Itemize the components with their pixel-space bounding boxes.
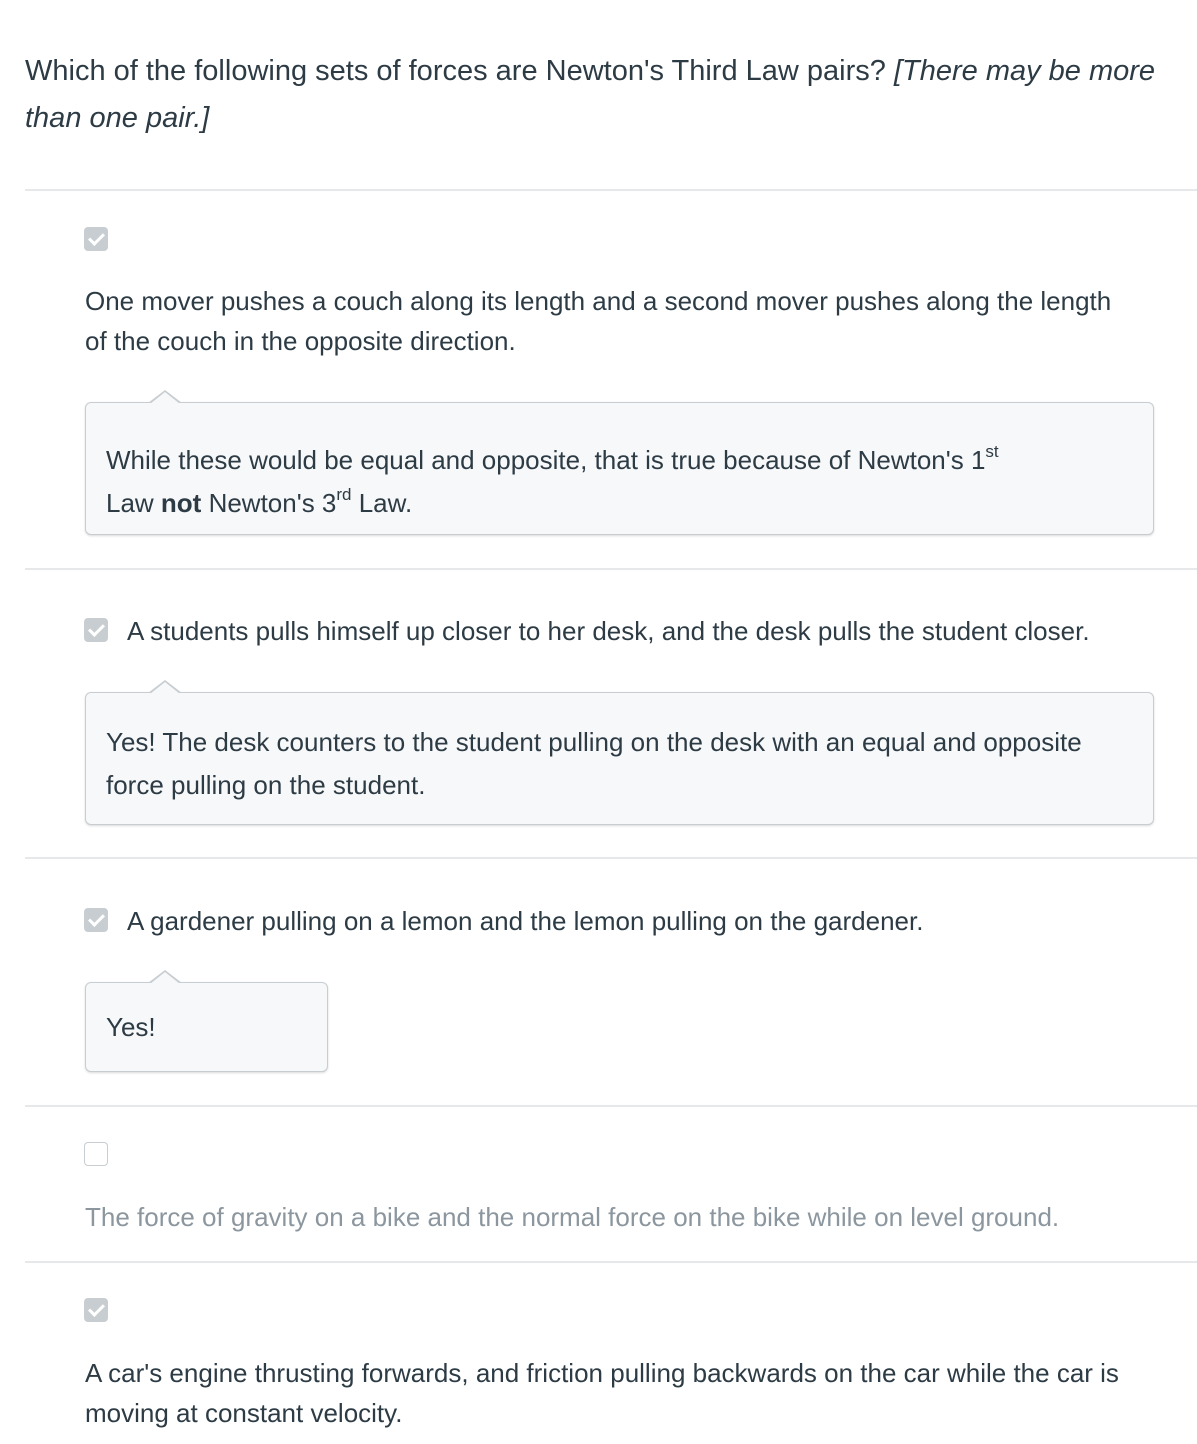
answer-2-label: A students pulls himself up closer to her desk, and the desk pulls the student closer. [127,616,1090,646]
answer-1-label: One mover pushes a couch along its length and a second mover pushes along the length of the couch in the opposite direction. [85,286,1112,356]
answer-3-checkbox[interactable] [84,908,108,932]
question-text [25,48,1185,142]
answer-2-feedback: Yes! The desk counters to the student pulling on the desk with an equal and opposite force pulling on the student. [85,692,1154,825]
answer-1-feedback: While these would be equal and opposite, that is true because of Newton's 1st Law not Newton's 3rd Law. [85,402,1154,535]
answer-2-checkbox[interactable] [84,618,108,642]
divider [25,568,1197,570]
divider [25,857,1197,859]
divider [25,1261,1197,1263]
answer-5-checkbox[interactable] [84,1298,108,1322]
answer-1-checkbox[interactable] [84,227,108,251]
divider [25,189,1197,191]
divider [25,1105,1197,1107]
answer-3-label: A gardener pulling on a lemon and the lemon pulling on the gardener. [127,906,924,936]
answer-3-feedback: Yes! [85,982,328,1072]
answer-4-checkbox[interactable] [84,1142,108,1166]
question-main: Which of the following sets of forces are Newton's Third Law pairs? [25,55,894,87]
question-note: [There may be more than one pair.] [25,55,1156,134]
answer-5-label: A car's engine thrusting forwards, and friction pulling backwards on the car while the car is moving at constant velocity. [85,1358,1119,1428]
answer-4-label: The force of gravity on a bike and the normal force on the bike while on level ground. [85,1202,1060,1232]
